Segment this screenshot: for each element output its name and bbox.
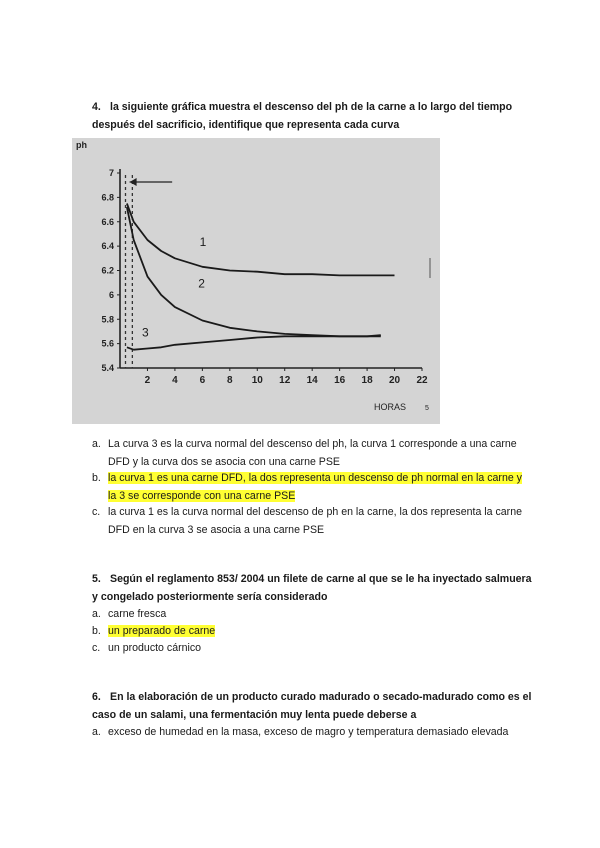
x-axis-label: HORAS xyxy=(373,402,407,412)
x-tick-label: 2 xyxy=(144,375,151,386)
series-label-2: 2 xyxy=(198,276,205,291)
option-text: la curva 1 es la curva normal del descenso de ph en la carne, la dos representa la carne DFD en la curva 3 se asocia a una carne PSE xyxy=(108,506,522,536)
option-text: La curva 3 es la curva normal del descenso del ph, la curva 1 corresponde a una carne DFD y la curva dos se asocia con una carne PSE xyxy=(108,438,517,468)
x-tick-label: 18 xyxy=(361,375,373,386)
series-line-1 xyxy=(127,204,395,276)
x-tick-label: 14 xyxy=(306,375,318,386)
option-letter: a. xyxy=(92,726,101,738)
question-5 xyxy=(92,570,532,606)
question-text: Según el reglamento 853/ 2004 un filete de carne al que se le ha inyectado salmuera y congelado posteriormente sería considerado xyxy=(92,573,532,603)
series-label-1: 1 xyxy=(199,235,207,250)
y-axis-label: ph xyxy=(76,140,87,150)
option-letter: a. xyxy=(92,608,101,620)
option-letter: c. xyxy=(92,642,101,654)
series-line-3 xyxy=(127,335,381,350)
x-tick-label: 20 xyxy=(388,375,401,386)
question-text: la siguiente gráfica muestra el descenso del ph de la carne a lo largo del tiempo después del sacrificio, identifique que representa cada curva xyxy=(92,101,513,131)
ph-chart xyxy=(72,138,440,424)
option-letter: a. xyxy=(92,438,101,450)
option-text: un producto cárnico xyxy=(108,642,202,654)
y-tick-label: 6.6 xyxy=(101,216,114,227)
x-tick-label: 16 xyxy=(334,375,346,386)
q4-option-b[interactable] xyxy=(92,469,532,505)
x-tick-label: 6 xyxy=(199,375,206,386)
option-text: carne fresca xyxy=(108,608,167,620)
q5-option-c[interactable] xyxy=(92,639,532,657)
q6-option-a[interactable] xyxy=(92,723,532,741)
y-tick-label: 6.2 xyxy=(101,265,114,276)
y-tick-label: 6.8 xyxy=(101,192,114,203)
ph-chart-svg xyxy=(72,138,440,424)
y-tick-label: 5.6 xyxy=(101,338,114,349)
y-tick-label: 6 xyxy=(108,289,114,300)
y-tick-label: 5.4 xyxy=(101,363,114,373)
series-label-3: 3 xyxy=(141,325,149,340)
arrow-head xyxy=(130,178,137,186)
q5-option-b[interactable] xyxy=(92,622,532,640)
q4-option-a[interactable] xyxy=(92,435,532,471)
question-number: 6. xyxy=(92,691,101,703)
y-tick-label: 7 xyxy=(108,168,114,178)
option-letter: b. xyxy=(92,625,101,637)
page-number: 5 xyxy=(425,405,429,412)
option-letter: b. xyxy=(92,472,101,484)
question-text: En la elaboración de un producto curado madurado o secado-madurado como es el caso de un salami, una fermentación muy lenta puede deberse a xyxy=(92,691,532,721)
x-tick-label: 22 xyxy=(416,375,428,386)
x-tick-label: 8 xyxy=(227,375,233,386)
y-tick-label: 6.4 xyxy=(101,241,114,252)
y-tick-label: 5.8 xyxy=(101,314,114,325)
option-text: un preparado de carne xyxy=(108,625,216,637)
x-tick-label: 4 xyxy=(172,375,178,386)
question-number: 4. xyxy=(92,101,101,113)
x-tick-label: 12 xyxy=(279,375,291,386)
option-text: la curva 1 es una carne DFD, la dos representa un descenso de ph normal en la carne y la 3 se corresponde con una carne PSE xyxy=(108,472,522,502)
option-letter: c. xyxy=(92,506,101,518)
question-number: 5. xyxy=(92,573,101,585)
option-text: exceso de humedad en la masa, exceso de magro y temperatura demasiado elevada xyxy=(108,726,509,738)
q4-option-c[interactable] xyxy=(92,503,532,539)
x-tick-label: 10 xyxy=(251,375,263,386)
question-4 xyxy=(92,98,532,134)
question-6 xyxy=(92,688,532,724)
q5-option-a[interactable] xyxy=(92,605,532,623)
